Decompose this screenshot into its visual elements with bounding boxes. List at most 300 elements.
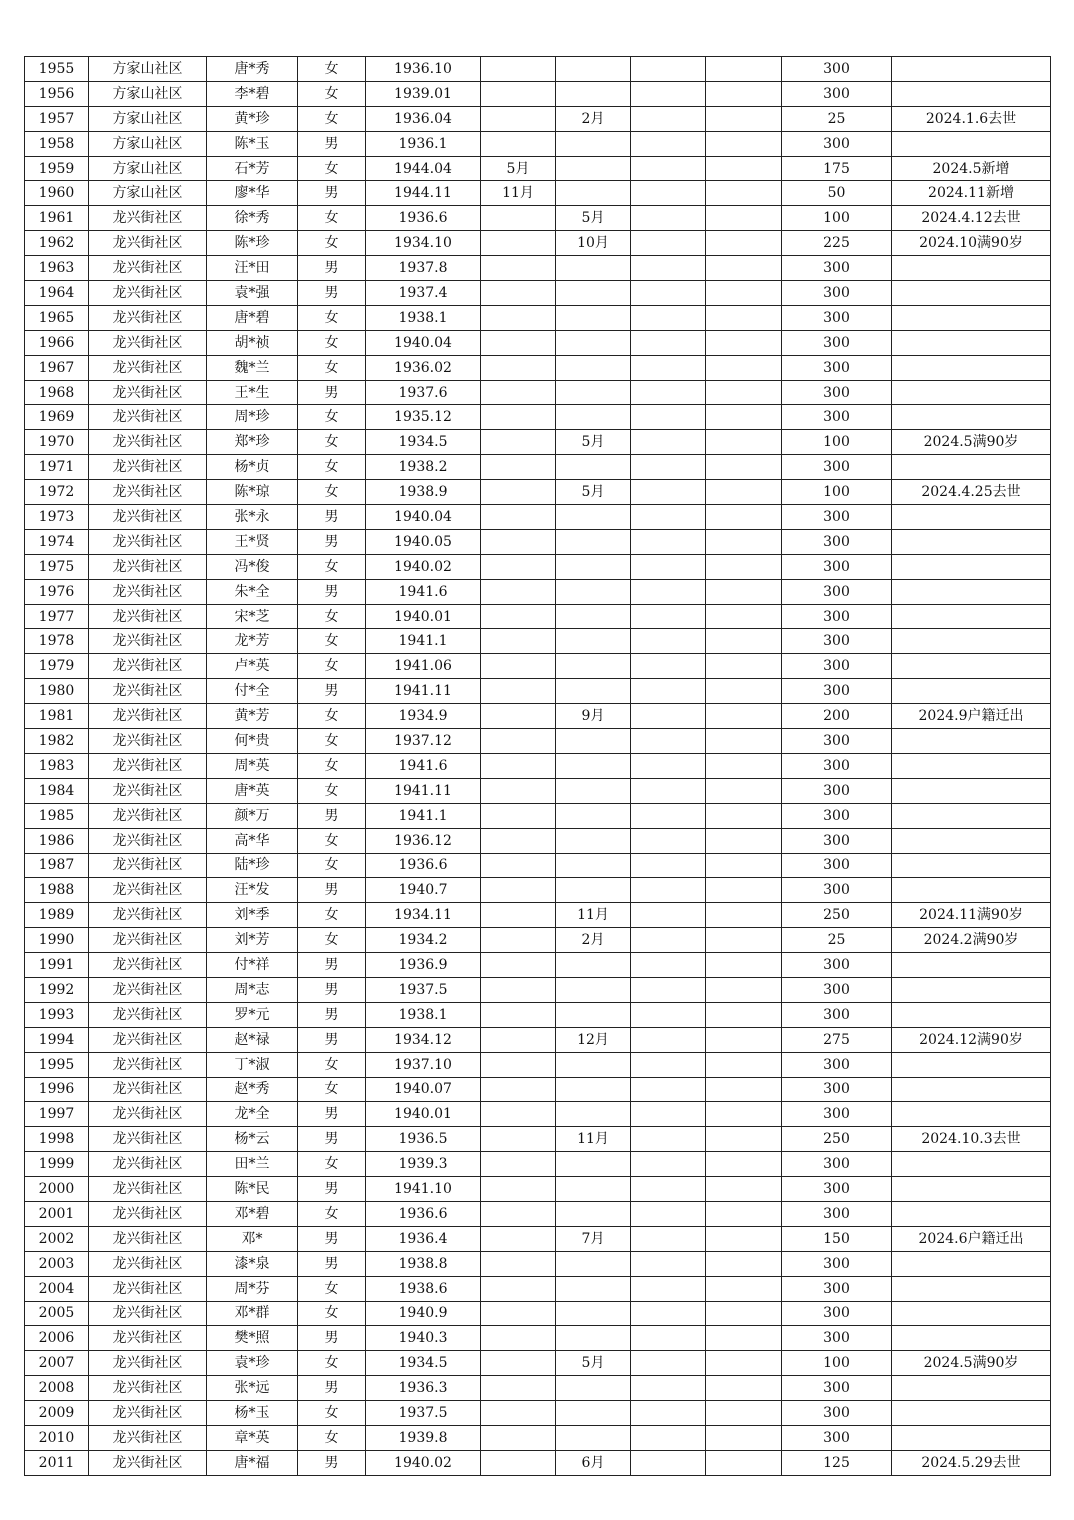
cell-remark [892, 1152, 1051, 1177]
cell-col-i [706, 654, 782, 679]
cell-remark [892, 1052, 1051, 1077]
cell-col-i [706, 1002, 782, 1027]
cell-col-h [631, 405, 706, 430]
table-row [25, 1301, 1051, 1326]
cell-col-h [631, 803, 706, 828]
cell-birth-date: 1938.6 [366, 1276, 481, 1301]
cell-community: 方家山社区 [89, 57, 207, 82]
cell-col-i [706, 330, 782, 355]
cell-col-i [706, 355, 782, 380]
table-row [25, 106, 1051, 131]
cell-amount: 300 [782, 505, 892, 530]
cell-name: 杨*玉 [207, 1401, 298, 1426]
cell-serial-number: 1965 [25, 305, 89, 330]
cell-start-month: 11月 [481, 181, 556, 206]
cell-gender: 女 [298, 704, 366, 729]
cell-start-month [481, 1177, 556, 1202]
table-row [25, 181, 1051, 206]
cell-col-h [631, 579, 706, 604]
cell-serial-number: 1967 [25, 355, 89, 380]
cell-serial-number: 1966 [25, 330, 89, 355]
cell-col-h [631, 629, 706, 654]
cell-birth-date: 1941.10 [366, 1177, 481, 1202]
cell-remark: 2024.1.6去世 [892, 106, 1051, 131]
cell-community: 方家山社区 [89, 156, 207, 181]
cell-col-h [631, 455, 706, 480]
cell-birth-date: 1940.04 [366, 330, 481, 355]
cell-amount: 300 [782, 953, 892, 978]
cell-amount: 300 [782, 330, 892, 355]
cell-amount: 300 [782, 554, 892, 579]
cell-end-month [556, 305, 631, 330]
cell-col-h [631, 1127, 706, 1152]
cell-col-h [631, 1002, 706, 1027]
cell-col-h [631, 753, 706, 778]
cell-col-i [706, 281, 782, 306]
cell-birth-date: 1941.11 [366, 778, 481, 803]
cell-col-h [631, 704, 706, 729]
cell-start-month [481, 704, 556, 729]
cell-amount: 300 [782, 654, 892, 679]
cell-end-month [556, 1301, 631, 1326]
cell-remark [892, 330, 1051, 355]
cell-remark: 2024.5满90岁 [892, 430, 1051, 455]
cell-birth-date: 1944.04 [366, 156, 481, 181]
cell-gender: 女 [298, 231, 366, 256]
cell-remark: 2024.12满90岁 [892, 1027, 1051, 1052]
cell-amount: 125 [782, 1450, 892, 1475]
cell-serial-number: 1975 [25, 554, 89, 579]
cell-birth-date: 1936.3 [366, 1376, 481, 1401]
cell-end-month [556, 1251, 631, 1276]
cell-community: 龙兴街社区 [89, 1127, 207, 1152]
table-row [25, 928, 1051, 953]
cell-col-h [631, 181, 706, 206]
table-row [25, 654, 1051, 679]
cell-start-month [481, 430, 556, 455]
cell-serial-number: 2009 [25, 1401, 89, 1426]
cell-start-month [481, 928, 556, 953]
cell-col-h [631, 1251, 706, 1276]
table-row [25, 156, 1051, 181]
cell-end-month [556, 405, 631, 430]
table-row [25, 604, 1051, 629]
cell-col-i [706, 206, 782, 231]
cell-community: 龙兴街社区 [89, 355, 207, 380]
cell-amount: 300 [782, 281, 892, 306]
table-row [25, 1425, 1051, 1450]
cell-amount: 300 [782, 1201, 892, 1226]
cell-col-h [631, 604, 706, 629]
cell-end-month [556, 878, 631, 903]
table-row [25, 828, 1051, 853]
cell-birth-date: 1940.01 [366, 1102, 481, 1127]
cell-end-month [556, 828, 631, 853]
cell-serial-number: 2010 [25, 1425, 89, 1450]
cell-birth-date: 1940.04 [366, 505, 481, 530]
cell-end-month: 12月 [556, 1027, 631, 1052]
cell-col-i [706, 231, 782, 256]
cell-col-i [706, 1401, 782, 1426]
cell-birth-date: 1940.3 [366, 1326, 481, 1351]
cell-col-h [631, 256, 706, 281]
cell-serial-number: 1983 [25, 753, 89, 778]
cell-name: 田*兰 [207, 1152, 298, 1177]
cell-name: 黄*珍 [207, 106, 298, 131]
cell-name: 张*远 [207, 1376, 298, 1401]
cell-birth-date: 1940.05 [366, 529, 481, 554]
cell-remark [892, 629, 1051, 654]
cell-gender: 男 [298, 380, 366, 405]
cell-community: 龙兴街社区 [89, 455, 207, 480]
cell-remark [892, 131, 1051, 156]
cell-community: 龙兴街社区 [89, 679, 207, 704]
cell-gender: 男 [298, 953, 366, 978]
table-row [25, 281, 1051, 306]
cell-community: 龙兴街社区 [89, 305, 207, 330]
cell-remark [892, 1276, 1051, 1301]
cell-col-h [631, 330, 706, 355]
cell-amount: 300 [782, 629, 892, 654]
cell-community: 龙兴街社区 [89, 281, 207, 306]
cell-end-month [556, 131, 631, 156]
cell-col-i [706, 455, 782, 480]
cell-gender: 男 [298, 679, 366, 704]
cell-col-i [706, 1077, 782, 1102]
cell-community: 龙兴街社区 [89, 1102, 207, 1127]
cell-gender: 男 [298, 1450, 366, 1475]
cell-birth-date: 1938.8 [366, 1251, 481, 1276]
cell-start-month [481, 1425, 556, 1450]
cell-gender: 女 [298, 305, 366, 330]
cell-community: 龙兴街社区 [89, 380, 207, 405]
cell-serial-number: 1981 [25, 704, 89, 729]
cell-serial-number: 2001 [25, 1201, 89, 1226]
cell-col-h [631, 57, 706, 82]
cell-community: 龙兴街社区 [89, 1027, 207, 1052]
cell-start-month [481, 679, 556, 704]
cell-col-i [706, 1027, 782, 1052]
table-row [25, 1077, 1051, 1102]
cell-end-month: 2月 [556, 106, 631, 131]
cell-serial-number: 1986 [25, 828, 89, 853]
cell-col-i [706, 753, 782, 778]
cell-start-month [481, 305, 556, 330]
cell-amount: 300 [782, 1002, 892, 1027]
cell-serial-number: 1969 [25, 405, 89, 430]
cell-start-month [481, 1152, 556, 1177]
cell-end-month [556, 1425, 631, 1450]
cell-amount: 300 [782, 1052, 892, 1077]
cell-gender: 女 [298, 1201, 366, 1226]
cell-col-h [631, 505, 706, 530]
cell-serial-number: 1978 [25, 629, 89, 654]
cell-start-month [481, 579, 556, 604]
cell-name: 廖*华 [207, 181, 298, 206]
cell-start-month [481, 853, 556, 878]
cell-serial-number: 1996 [25, 1077, 89, 1102]
cell-end-month [556, 455, 631, 480]
cell-amount: 100 [782, 480, 892, 505]
cell-remark [892, 679, 1051, 704]
cell-col-h [631, 1276, 706, 1301]
cell-gender: 男 [298, 977, 366, 1002]
cell-birth-date: 1941.1 [366, 803, 481, 828]
cell-gender: 女 [298, 729, 366, 754]
cell-end-month [556, 554, 631, 579]
cell-name: 唐*福 [207, 1450, 298, 1475]
cell-serial-number: 1988 [25, 878, 89, 903]
cell-col-h [631, 380, 706, 405]
cell-amount: 300 [782, 778, 892, 803]
cell-birth-date: 1941.11 [366, 679, 481, 704]
cell-serial-number: 2006 [25, 1326, 89, 1351]
cell-name: 唐*碧 [207, 305, 298, 330]
cell-start-month [481, 729, 556, 754]
cell-community: 龙兴街社区 [89, 1152, 207, 1177]
cell-col-h [631, 1177, 706, 1202]
cell-name: 陈*珍 [207, 231, 298, 256]
cell-col-i [706, 679, 782, 704]
cell-name: 罗*元 [207, 1002, 298, 1027]
cell-remark: 2024.2满90岁 [892, 928, 1051, 953]
cell-community: 龙兴街社区 [89, 1226, 207, 1251]
cell-community: 方家山社区 [89, 81, 207, 106]
cell-remark [892, 803, 1051, 828]
cell-col-h [631, 81, 706, 106]
cell-col-h [631, 106, 706, 131]
cell-end-month [556, 853, 631, 878]
cell-start-month [481, 1326, 556, 1351]
cell-end-month: 9月 [556, 704, 631, 729]
cell-birth-date: 1935.12 [366, 405, 481, 430]
cell-gender: 女 [298, 106, 366, 131]
cell-community: 龙兴街社区 [89, 704, 207, 729]
table-row [25, 729, 1051, 754]
cell-name: 唐*秀 [207, 57, 298, 82]
cell-amount: 25 [782, 106, 892, 131]
cell-birth-date: 1936.4 [366, 1226, 481, 1251]
cell-birth-date: 1934.12 [366, 1027, 481, 1052]
cell-name: 胡*祯 [207, 330, 298, 355]
cell-gender: 男 [298, 131, 366, 156]
cell-name: 汪*田 [207, 256, 298, 281]
cell-serial-number: 1959 [25, 156, 89, 181]
cell-name: 周*珍 [207, 405, 298, 430]
table-row [25, 953, 1051, 978]
cell-gender: 男 [298, 579, 366, 604]
cell-amount: 150 [782, 1226, 892, 1251]
cell-gender: 女 [298, 1351, 366, 1376]
cell-start-month [481, 828, 556, 853]
cell-col-h [631, 729, 706, 754]
cell-birth-date: 1941.6 [366, 579, 481, 604]
cell-end-month [556, 81, 631, 106]
table-body [25, 57, 1051, 1476]
table-row [25, 629, 1051, 654]
cell-gender: 女 [298, 330, 366, 355]
cell-remark [892, 828, 1051, 853]
table-row [25, 480, 1051, 505]
cell-amount: 300 [782, 57, 892, 82]
cell-remark [892, 853, 1051, 878]
cell-remark [892, 1301, 1051, 1326]
cell-col-i [706, 156, 782, 181]
cell-birth-date: 1940.02 [366, 554, 481, 579]
cell-end-month [556, 1052, 631, 1077]
cell-birth-date: 1936.6 [366, 206, 481, 231]
cell-col-h [631, 1301, 706, 1326]
cell-end-month [556, 1077, 631, 1102]
cell-community: 方家山社区 [89, 106, 207, 131]
cell-serial-number: 2005 [25, 1301, 89, 1326]
cell-start-month [481, 953, 556, 978]
cell-col-i [706, 430, 782, 455]
cell-end-month [556, 977, 631, 1002]
cell-birth-date: 1940.02 [366, 1450, 481, 1475]
cell-gender: 女 [298, 928, 366, 953]
cell-amount: 100 [782, 206, 892, 231]
cell-col-h [631, 480, 706, 505]
cell-col-h [631, 903, 706, 928]
cell-col-h [631, 928, 706, 953]
cell-end-month [556, 529, 631, 554]
cell-gender: 男 [298, 1102, 366, 1127]
cell-col-i [706, 1226, 782, 1251]
table-row [25, 903, 1051, 928]
cell-col-h [631, 554, 706, 579]
cell-community: 龙兴街社区 [89, 1326, 207, 1351]
cell-birth-date: 1938.1 [366, 1002, 481, 1027]
cell-start-month [481, 206, 556, 231]
cell-col-i [706, 1326, 782, 1351]
table-row [25, 878, 1051, 903]
cell-birth-date: 1939.3 [366, 1152, 481, 1177]
table-row [25, 1152, 1051, 1177]
cell-remark [892, 1077, 1051, 1102]
cell-col-i [706, 579, 782, 604]
cell-col-i [706, 704, 782, 729]
cell-col-h [631, 853, 706, 878]
cell-remark [892, 1425, 1051, 1450]
table-row [25, 330, 1051, 355]
cell-community: 龙兴街社区 [89, 206, 207, 231]
cell-serial-number: 1985 [25, 803, 89, 828]
cell-birth-date: 1934.5 [366, 430, 481, 455]
cell-start-month [481, 977, 556, 1002]
cell-end-month [556, 803, 631, 828]
cell-remark [892, 654, 1051, 679]
cell-start-month [481, 1102, 556, 1127]
cell-start-month [481, 1351, 556, 1376]
table-row [25, 455, 1051, 480]
cell-gender: 女 [298, 405, 366, 430]
cell-birth-date: 1937.12 [366, 729, 481, 754]
cell-amount: 300 [782, 1251, 892, 1276]
cell-end-month [556, 953, 631, 978]
cell-gender: 男 [298, 878, 366, 903]
cell-amount: 300 [782, 1376, 892, 1401]
cell-community: 龙兴街社区 [89, 828, 207, 853]
cell-serial-number: 1979 [25, 654, 89, 679]
table-row [25, 1201, 1051, 1226]
cell-birth-date: 1938.2 [366, 455, 481, 480]
cell-col-h [631, 1226, 706, 1251]
cell-end-month [556, 156, 631, 181]
cell-gender: 女 [298, 1077, 366, 1102]
cell-col-h [631, 156, 706, 181]
cell-col-h [631, 231, 706, 256]
cell-col-i [706, 380, 782, 405]
cell-birth-date: 1941.1 [366, 629, 481, 654]
cell-col-h [631, 1201, 706, 1226]
table-row [25, 405, 1051, 430]
cell-serial-number: 1982 [25, 729, 89, 754]
cell-amount: 250 [782, 1127, 892, 1152]
cell-birth-date: 1934.5 [366, 1351, 481, 1376]
cell-remark [892, 256, 1051, 281]
cell-col-h [631, 828, 706, 853]
cell-name: 刘*季 [207, 903, 298, 928]
cell-remark [892, 1401, 1051, 1426]
cell-gender: 女 [298, 903, 366, 928]
cell-community: 龙兴街社区 [89, 256, 207, 281]
cell-gender: 女 [298, 1301, 366, 1326]
cell-col-i [706, 554, 782, 579]
cell-end-month [556, 330, 631, 355]
cell-start-month [481, 1077, 556, 1102]
table-row [25, 57, 1051, 82]
cell-col-i [706, 1052, 782, 1077]
cell-serial-number: 1995 [25, 1052, 89, 1077]
cell-amount: 300 [782, 1152, 892, 1177]
cell-end-month [556, 778, 631, 803]
cell-start-month [481, 629, 556, 654]
cell-community: 龙兴街社区 [89, 1002, 207, 1027]
cell-name: 魏*兰 [207, 355, 298, 380]
cell-name: 颜*万 [207, 803, 298, 828]
cell-col-h [631, 305, 706, 330]
cell-birth-date: 1936.04 [366, 106, 481, 131]
cell-serial-number: 1958 [25, 131, 89, 156]
cell-start-month [481, 604, 556, 629]
table-row [25, 753, 1051, 778]
cell-serial-number: 1999 [25, 1152, 89, 1177]
cell-col-h [631, 1401, 706, 1426]
cell-remark [892, 977, 1051, 1002]
table-row [25, 853, 1051, 878]
cell-community: 龙兴街社区 [89, 1376, 207, 1401]
cell-amount: 300 [782, 753, 892, 778]
cell-amount: 250 [782, 903, 892, 928]
cell-col-i [706, 1251, 782, 1276]
cell-col-i [706, 878, 782, 903]
cell-col-h [631, 1450, 706, 1475]
cell-gender: 女 [298, 853, 366, 878]
cell-col-h [631, 977, 706, 1002]
cell-community: 龙兴街社区 [89, 853, 207, 878]
table-row [25, 256, 1051, 281]
cell-serial-number: 2007 [25, 1351, 89, 1376]
cell-start-month [481, 554, 556, 579]
cell-remark: 2024.11新增 [892, 181, 1051, 206]
cell-start-month [481, 1401, 556, 1426]
cell-gender: 女 [298, 828, 366, 853]
cell-remark [892, 778, 1051, 803]
cell-birth-date: 1934.11 [366, 903, 481, 928]
table-row [25, 977, 1051, 1002]
cell-serial-number: 1991 [25, 953, 89, 978]
